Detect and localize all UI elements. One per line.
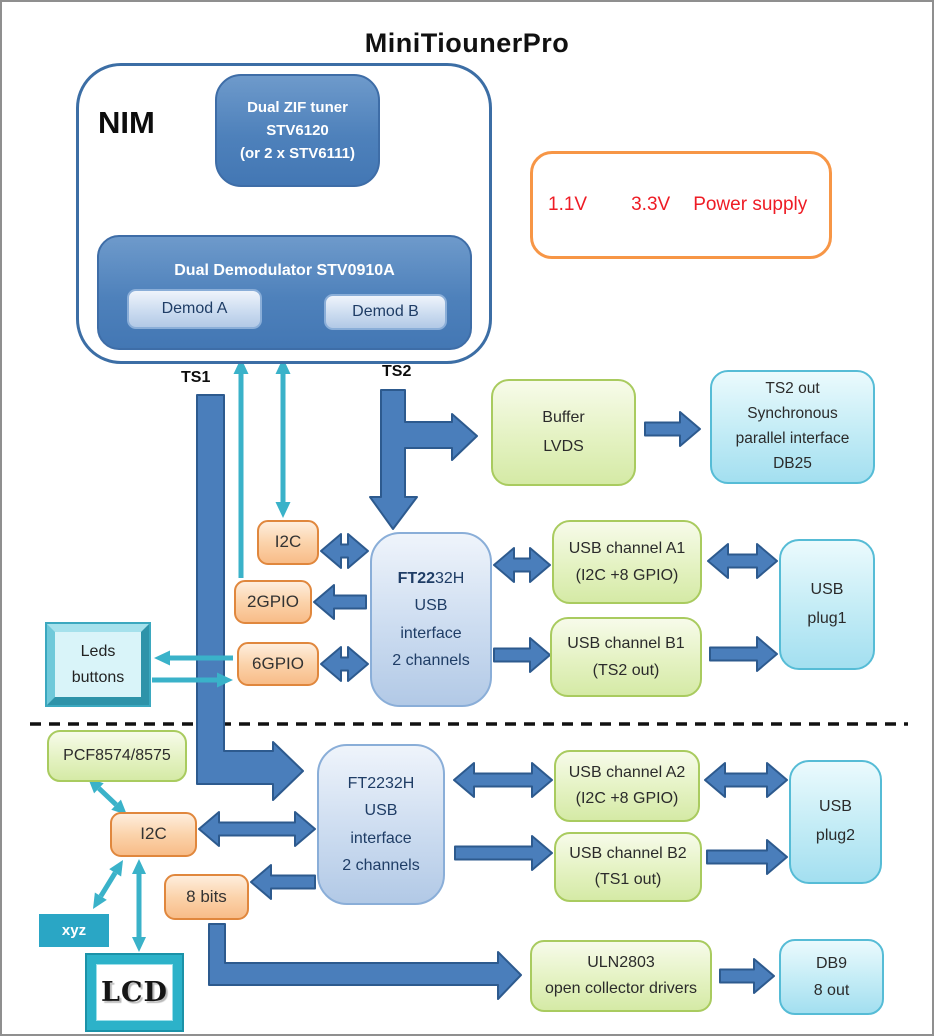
usb-a1-line1: USB channel A1 — [568, 539, 686, 557]
buffer-lvds-block — [491, 379, 636, 486]
ft2-line1: FT2232H — [347, 775, 415, 793]
xyz-label: xyz — [61, 921, 87, 939]
power-1v1: 1.1V — [548, 194, 588, 215]
usb-b1-to-plug1-arrow — [710, 637, 777, 671]
usb-b1-line1: USB channel B1 — [567, 634, 685, 652]
demod-a-block — [127, 289, 262, 329]
usb-plug1-block — [779, 539, 875, 670]
usb-channel-b2-block — [554, 832, 702, 902]
ft2-line4: 2 channels — [342, 856, 420, 874]
i2c2-label: I2C — [140, 824, 167, 844]
ft1-rest: 32H — [434, 570, 465, 588]
usb-b2-line1: USB channel B2 — [569, 845, 687, 863]
bits8-to-uln-elbow-arrow — [209, 924, 521, 999]
usb-channel-a1-block — [552, 520, 702, 604]
ft1-to-2gpio-arrow — [314, 585, 366, 619]
uln-to-db9-arrow — [720, 959, 774, 993]
usb-a1-plug1-arrow — [708, 544, 777, 578]
usb-b2-line2: (TS1 out) — [594, 871, 662, 888]
ft1-line2: USB — [414, 597, 448, 615]
ft2-to-usb-b2-arrow — [455, 836, 552, 870]
tuner-block — [215, 74, 380, 187]
pcf-i2c2-arrow-shaft — [99, 788, 116, 804]
ft1-line3: interface — [400, 624, 462, 642]
usb-b2-to-plug2-arrow — [707, 840, 787, 874]
ts2out-line4: DB25 — [773, 454, 812, 472]
usb-b1-line2: (TS2 out) — [592, 662, 660, 679]
ft1-to-usb-b1-arrow — [494, 638, 550, 672]
ft1-usb-a1-arrow — [494, 548, 550, 582]
pcf-block — [47, 730, 187, 782]
lcd-label: LCD — [101, 976, 168, 1008]
plug1-line2: plug1 — [807, 609, 847, 627]
i2c1-block — [257, 520, 319, 565]
tuner-line3: (or 2 x STV6111) — [239, 145, 356, 163]
i2c2-block — [110, 812, 197, 857]
ts2out-line2: Synchronous — [747, 405, 838, 423]
usb-a1-line2: (I2C +8 GPIO) — [575, 567, 679, 584]
power-3v3: 3.3V — [631, 194, 671, 215]
gpio2-label: 2GPIO — [247, 591, 299, 611]
demodulator-title: Dual Demodulator STV0910A — [174, 262, 395, 279]
demod-b-label: Demod B — [352, 303, 419, 321]
gpio6-to-leds-arrow-head — [154, 651, 170, 666]
ft1-bold: FT22 — [397, 570, 435, 588]
gpio2-block — [234, 580, 312, 624]
ts2out-line3: parallel interface — [735, 430, 850, 447]
ft2-usb-a2-arrow — [454, 763, 552, 797]
demod-b-block — [324, 294, 447, 330]
usb-a2-line2: (I2C +8 GPIO) — [575, 790, 679, 807]
usb-channel-a2-block — [554, 750, 700, 822]
i2c2-lcd-arrow-head — [132, 859, 146, 874]
bits8-label: 8 bits — [186, 886, 227, 906]
i2c2-ft2-arrow — [199, 812, 315, 846]
i2c2-lcd-arrow-head — [132, 937, 146, 952]
ft2232h-2-block — [317, 744, 445, 905]
ts2out-line1: TS2 out — [765, 380, 820, 398]
buffer-to-ts2out-arrow — [645, 412, 700, 446]
page-title: MiniTiounerPro — [364, 28, 570, 58]
bits8-block — [164, 874, 249, 920]
tuner-line1: Dual ZIF tuner — [247, 98, 348, 116]
plug1-line1: USB — [810, 580, 844, 598]
gpio6-label: 6GPIO — [252, 653, 304, 673]
uln-line1: ULN2803 — [587, 954, 655, 972]
usb-a2-line1: USB channel A2 — [568, 764, 686, 782]
ft2-line2: USB — [364, 802, 398, 820]
ft1-line4: 2 channels — [392, 651, 470, 669]
db9-block — [779, 939, 884, 1015]
usb-plug2-block — [789, 760, 882, 884]
power-label: Power supply — [693, 194, 808, 215]
plug2-line2: plug2 — [815, 827, 856, 844]
buffer-line2: LVDS — [543, 437, 584, 455]
leds-line2: buttons — [71, 668, 125, 686]
lcd-block — [87, 955, 182, 1030]
tuner-line2: STV6120 — [266, 121, 329, 139]
ft1-line1 — [398, 565, 465, 592]
buffer-line1: Buffer — [542, 408, 585, 426]
gpio6-ft1-arrow — [321, 647, 368, 681]
gpio6-block — [237, 642, 319, 686]
ts2-label: TS2 — [382, 363, 412, 380]
i2c1-label: I2C — [274, 532, 302, 552]
leds-line1: Leds — [80, 642, 116, 660]
pcf-label: PCF8574/8575 — [63, 747, 171, 765]
usb-a2-plug2-arrow — [705, 763, 787, 797]
plug2-line1: USB — [819, 798, 852, 816]
uln-line2: open collector drivers — [544, 980, 698, 997]
db9-line2: 8 out — [813, 982, 850, 999]
nim-label: NIM — [98, 105, 155, 140]
ts2-out-block — [710, 370, 875, 484]
usb-channel-b1-block — [550, 617, 702, 697]
teal-i2c-demod-arrow-head — [276, 502, 291, 518]
demod-a-label: Demod A — [161, 300, 228, 318]
ts2-branch-arrow — [370, 390, 477, 529]
i2c1-ft1-arrow — [321, 534, 368, 568]
xyz-block — [39, 914, 109, 947]
ts1-label: TS1 — [181, 369, 211, 386]
leds-buttons-block — [47, 624, 149, 705]
ft2232h-1-block — [370, 532, 492, 707]
ft2-to-8bits-arrow — [251, 865, 315, 899]
uln2803-block — [530, 940, 712, 1012]
db9-line1: DB9 — [815, 954, 848, 972]
i2c2-xyz-arrow-shaft — [101, 873, 115, 896]
ft2-line3: interface — [350, 829, 412, 847]
power-supply-text — [548, 194, 807, 216]
